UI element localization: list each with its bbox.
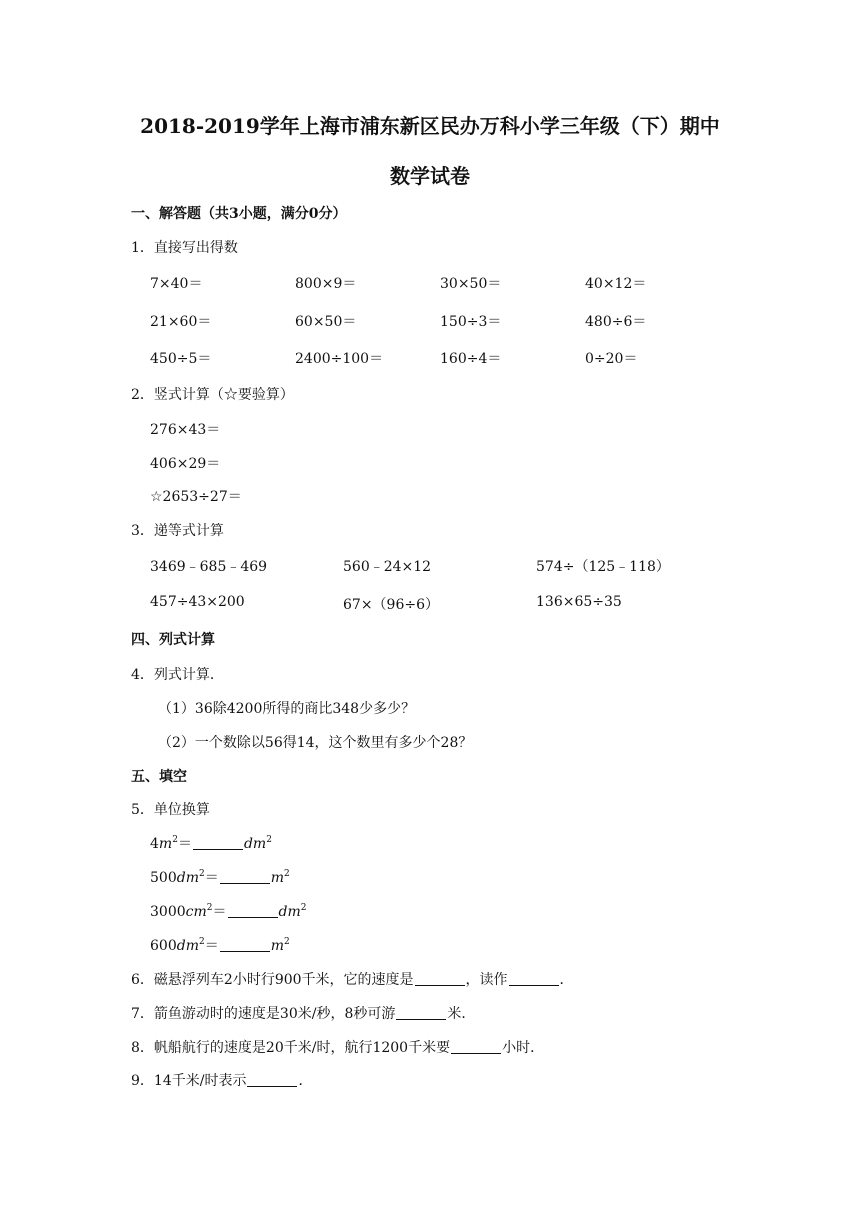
question-2-label: 2．竖式计算（☆要验算） xyxy=(131,387,294,403)
calc-item: 30×50＝ xyxy=(440,276,502,292)
answer-blank[interactable] xyxy=(228,903,278,918)
calc-item: ☆2653÷27＝ xyxy=(150,489,242,505)
calc-item: 2400÷100＝ xyxy=(295,351,384,367)
calc-item: 67×（96÷6） xyxy=(343,597,439,613)
calc-item: 7×40＝ xyxy=(150,276,203,292)
calc-item: 560﹣24×12 xyxy=(343,559,432,575)
question-6: 6．磁悬浮列车2小时行900千米，它的速度是 ，读作 ． xyxy=(131,972,574,988)
question-3-label: 3．递等式计算 xyxy=(131,523,224,539)
unit-conversion-item: $4m^2= dm^2$ xyxy=(150,835,272,852)
answer-blank[interactable] xyxy=(509,971,559,986)
question-7: 7．箭鱼游动时的速度是30米/秒，8秒可游 米． xyxy=(131,1006,476,1022)
calc-item: 160÷4＝ xyxy=(440,351,502,367)
question-1-label: 1．直接写出得数 xyxy=(131,240,238,256)
question-9: 9．14千米/时表示 ． xyxy=(131,1073,313,1089)
question-4-item: （1）36除4200所得的商比348少多少？ xyxy=(158,701,416,717)
unit-conversion-item: $600dm^2= m^2$ xyxy=(150,937,290,954)
answer-blank[interactable] xyxy=(193,835,243,850)
calc-item: 574÷（125﹣118） xyxy=(536,559,670,575)
calc-item: 136×65÷35 xyxy=(536,594,622,610)
calc-item: 457÷43×200 xyxy=(150,594,245,610)
calc-item: 0÷20＝ xyxy=(585,351,638,367)
page-title-line2: 数学试卷 xyxy=(390,164,470,188)
question-4-label: 4．列式计算． xyxy=(131,667,224,683)
answer-blank[interactable] xyxy=(396,1005,446,1020)
calc-item: 480÷6＝ xyxy=(585,314,647,330)
question-5-label: 5．单位换算 xyxy=(131,802,210,818)
answer-blank[interactable] xyxy=(451,1039,501,1054)
question-4-item: （2）一个数除以56得14，这个数里有多少个28？ xyxy=(158,735,473,751)
section-heading-5: 五、填空 xyxy=(131,769,187,785)
answer-blank[interactable] xyxy=(247,1072,297,1087)
calc-item: 60×50＝ xyxy=(295,314,357,330)
question-8: 8．帆船航行的速度是20千米/时，航行1200千米要 小时． xyxy=(131,1040,545,1056)
section-heading-1: 一、解答题（共3小题，满分0分） xyxy=(131,206,347,222)
answer-blank[interactable] xyxy=(220,937,270,952)
calc-item: 21×60＝ xyxy=(150,314,212,330)
unit-conversion-item: $500dm^2= m^2$ xyxy=(150,869,290,886)
section-heading-4: 四、列式计算 xyxy=(131,632,215,648)
answer-blank[interactable] xyxy=(415,971,465,986)
calc-item: 406×29＝ xyxy=(150,456,221,472)
calc-item: 276×43＝ xyxy=(150,422,221,438)
page-title-line1: 2018-2019学年上海市浦东新区民办万科小学三年级（下）期中 xyxy=(140,114,720,138)
calc-item: 40×12＝ xyxy=(585,276,647,292)
unit-conversion-item: $3000cm^2= dm^2$ xyxy=(150,903,307,920)
answer-blank[interactable] xyxy=(220,869,270,884)
calc-item: 450÷5＝ xyxy=(150,351,212,367)
calc-item: 800×9＝ xyxy=(295,276,357,292)
calc-item: 150÷3＝ xyxy=(440,314,502,330)
calc-item: 3469﹣685﹣469 xyxy=(150,559,268,575)
